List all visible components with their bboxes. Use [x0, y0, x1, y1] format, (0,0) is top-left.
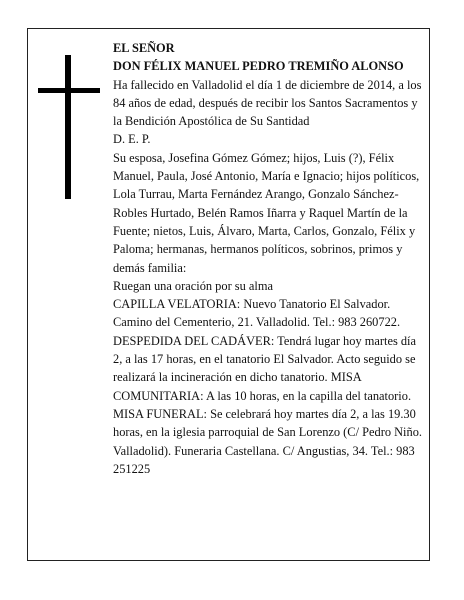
family-list: Su esposa, Josefina Gómez Gómez; hijos, Luis (?), Félix Manuel, Paula, José Antonio, María e Ignacio; hijos políticos, Lola Turrau, Marta Fernández Arango, Gonzalo Sánchez-Robles Hurtado, Belén Ramos Iñarra y Raquel Martín de la Fuente; nietos, Luis, Álvaro, Marta, Carlos, Gonzalo, Félix y Paloma; hermanas, hermanos políticos, sobrinos, primos y demás familia: — [113, 150, 420, 275]
obituary-text — [113, 39, 425, 478]
header-title: EL SEÑOR — [113, 41, 175, 55]
cross-icon — [38, 55, 100, 199]
deceased-name: DON FÉLIX MANUEL PEDRO TREMIÑO ALONSO — [113, 59, 404, 74]
death-notice: Ha fallecido en Valladolid el día 1 de diciembre de 2014, a los 84 años de edad, después de recibir los Santos Sacramentos y la Bendición Apostólica de Su Santidad — [113, 77, 422, 129]
farewell-info: DESPEDIDA DEL CADÁVER: Tendrá lugar hoy martes día 2, a las 17 horas, en el tanatorio El Salvador. Acto seguido se realizará la incineración en dicho tanatorio. MISA COMUNITARIA: A las 10 horas, en la capilla del tanatorio. — [113, 333, 417, 403]
cross-vertical-bar — [65, 55, 71, 199]
chapel-info: CAPILLA VELATORIA: Nuevo Tanatorio El Salvador. Camino del Cementerio, 21. Valladolid. Tel.: 983 260722. — [113, 297, 401, 330]
prayer-request: Ruegan una oración por su alma — [113, 278, 273, 293]
funeral-mass-info: MISA FUNERAL: Se celebrará hoy martes día 2, a las 19.30 horas, en la iglesia parroquial de San Lorenzo (C/ Pedro Niño. Valladolid). Funeraria Castellana. C/ Angustias, 34. Tel.: 983 251225 — [113, 406, 422, 476]
cross-horizontal-bar — [38, 88, 100, 93]
dep-line: D. E. P. — [113, 132, 151, 147]
